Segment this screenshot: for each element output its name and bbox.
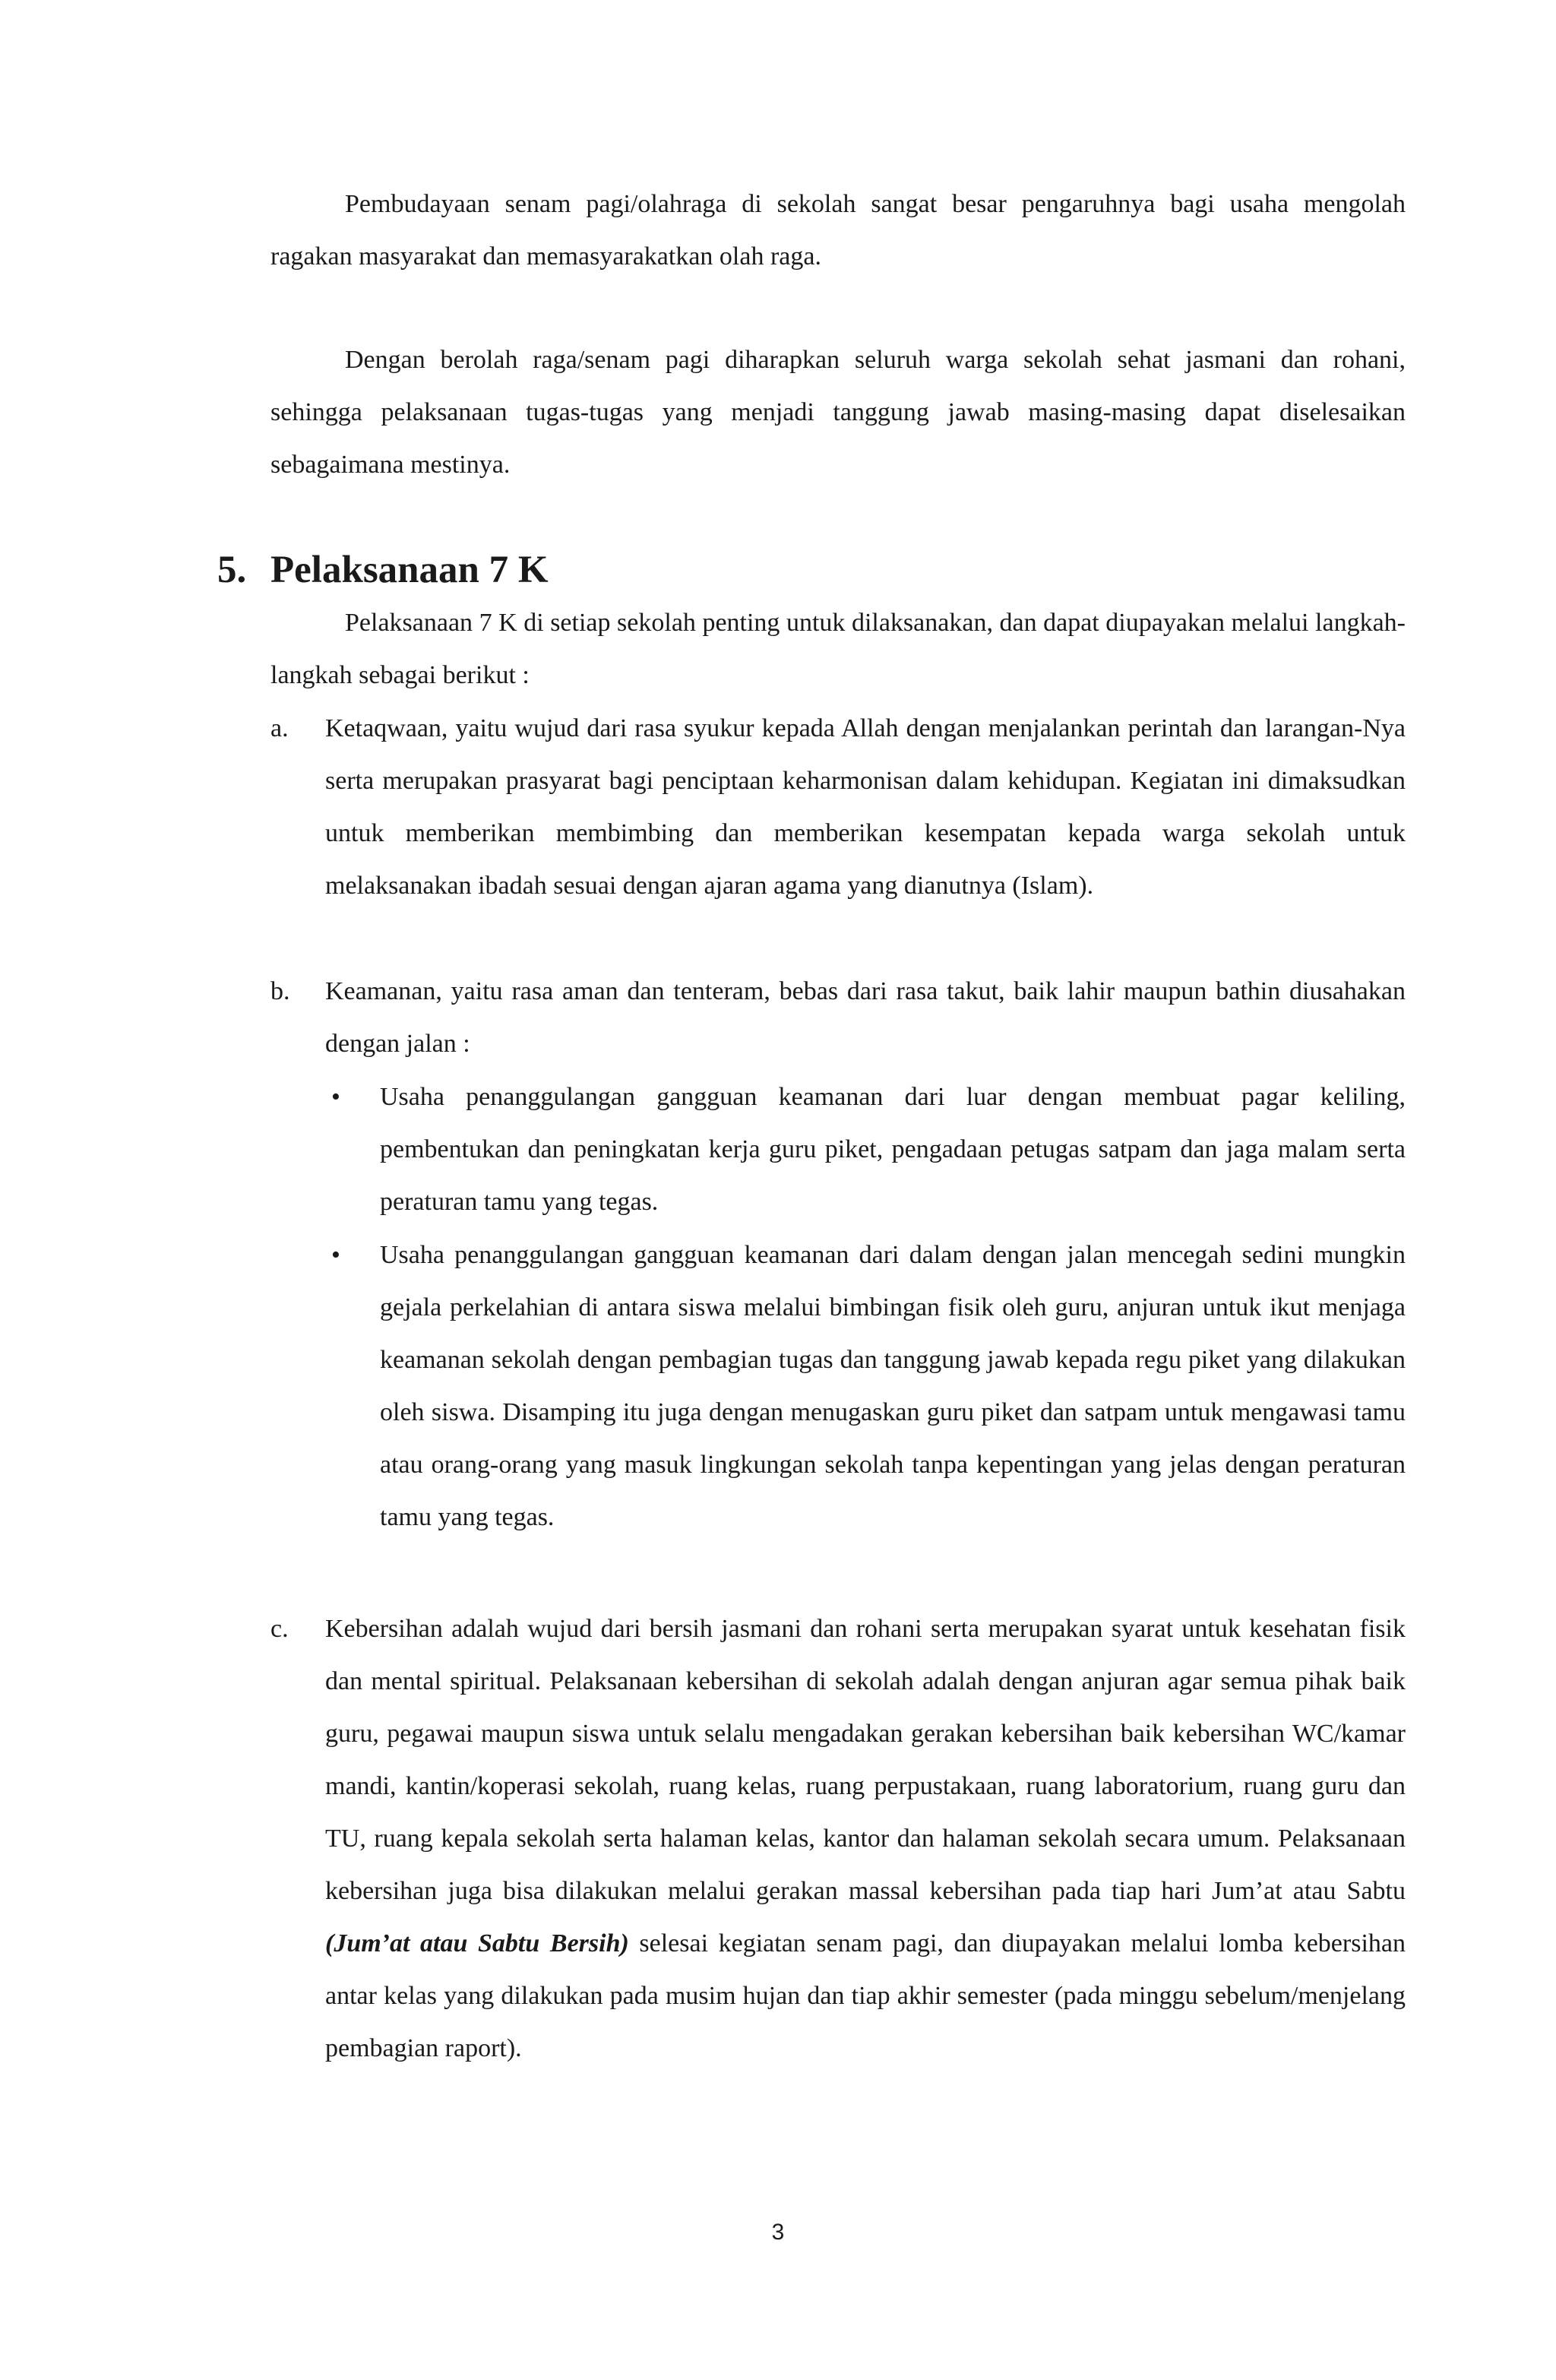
list-marker: c. (270, 1615, 289, 1643)
paragraph-olah-raga: Dengan berolah raga/senam pagi diharapkan seluruh warga sekolah sehat jasmani dan rohani, sehingga pelaksanaan tugas-tugas yang menjadi tanggung jawab masing-masing dapat diselesaikan sebagaimana mestinya. (270, 346, 1406, 479)
bullet-text: Usaha penanggulangan gangguan keamanan dari luar dengan membuat pagar keliling, pembentukan dan peningkatan kerja guru piket, pengadaan petugas satpam dan jaga malam serta peraturan tamu yang tegas. (380, 1083, 1406, 1216)
section-title: Pelaksanaan 7 K (270, 549, 549, 591)
section-number: 5. (217, 549, 247, 591)
bullet-item-keamanan-dalam (327, 1229, 1406, 1543)
bullet-icon: • (331, 1241, 340, 1269)
list-item-text (325, 1603, 1406, 2075)
paragraph-senam-pagi: Pembudayaan senam pagi/olahraga di sekolah sangat besar pengaruhnya bagi usaha mengolah ragakan masyarakat dan memasyarakatkan olah raga. (270, 190, 1406, 271)
list-item-text: Keamanan, yaitu rasa aman dan tenteram, bebas dari rasa takut, baik lahir maupun bathin diusahakan dengan jalan : (325, 977, 1406, 1058)
kebersihan-text-before: Kebersihan adalah wujud dari bersih jasmani dan rohani serta merupakan syarat untuk kesehatan fisik dan mental spiritual. Pelaksanaan kebersihan di sekolah adalah dengan anjuran agar semua pihak baik guru, pegawai maupun siswa untuk selalu mengadakan gerakan kebersihan baik kebersihan WC/kamar mandi, kantin/koperasi sekolah, ruang kelas, ruang perpustakaan, ruang laboratorium, ruang guru dan TU, ruang kepala sekolah serta halaman kelas, kantor dan halaman sekolah secara umum. Pelaksanaan kebersihan juga bisa dilakukan melalui gerakan massal kebersihan pada tiap hari Jum’at atau Sabtu (325, 1615, 1406, 1905)
list-item-ketaqwaan (270, 702, 1406, 912)
bullet-item-keamanan-luar (327, 1071, 1406, 1228)
section-intro: Pelaksanaan 7 K di setiap sekolah penting untuk dilaksanakan, dan dapat diupayakan melalui langkah-langkah sebagai berikut : (270, 609, 1406, 689)
list-item-kebersihan (270, 1603, 1406, 2075)
list-item-keamanan (270, 965, 1406, 1070)
list-marker: a. (270, 714, 289, 742)
list-marker: b. (270, 977, 290, 1005)
kebersihan-emphasis: (Jum’at atau Sabtu Bersih) (325, 1929, 629, 1957)
kebersihan-text-after: selesai kegiatan senam pagi, dan diupayakan melalui lomba kebersihan antar kelas yang dilakukan pada musim hujan dan tiap akhir semester (pada minggu sebelum/menjelang pembagian raport). (325, 1929, 1406, 2062)
bullet-icon: • (331, 1083, 340, 1111)
bullet-text: Usaha penanggulangan gangguan keamanan dari dalam dengan jalan mencegah sedini mungkin gejala perkelahian di antara siswa melalui bimbingan fisik oleh guru, anjuran untuk ikut menjaga keamanan sekolah dengan pembagian tugas dan tanggung jawab kepada regu piket yang dilakukan oleh siswa. Disamping itu juga dengan menugaskan guru piket dan satpam untuk mengawasi tamu atau orang-orang yang masuk lingkungan sekolah tanpa kepentingan yang jelas dengan peraturan tamu yang tegas. (380, 1241, 1406, 1531)
page-number: 3 (771, 2220, 785, 2245)
section-heading (217, 544, 549, 597)
list-item-text: Ketaqwaan, yaitu wujud dari rasa syukur kepada Allah dengan menjalankan perintah dan larangan-Nya serta merupakan prasyarat bagi penciptaan keharmonisan dalam kehidupan. Kegiatan ini dimaksudkan untuk memberikan membimbing dan memberikan kesempatan kepada warga sekolah untuk melaksanakan ibadah sesuai dengan ajaran agama yang dianutnya (Islam). (325, 714, 1406, 900)
